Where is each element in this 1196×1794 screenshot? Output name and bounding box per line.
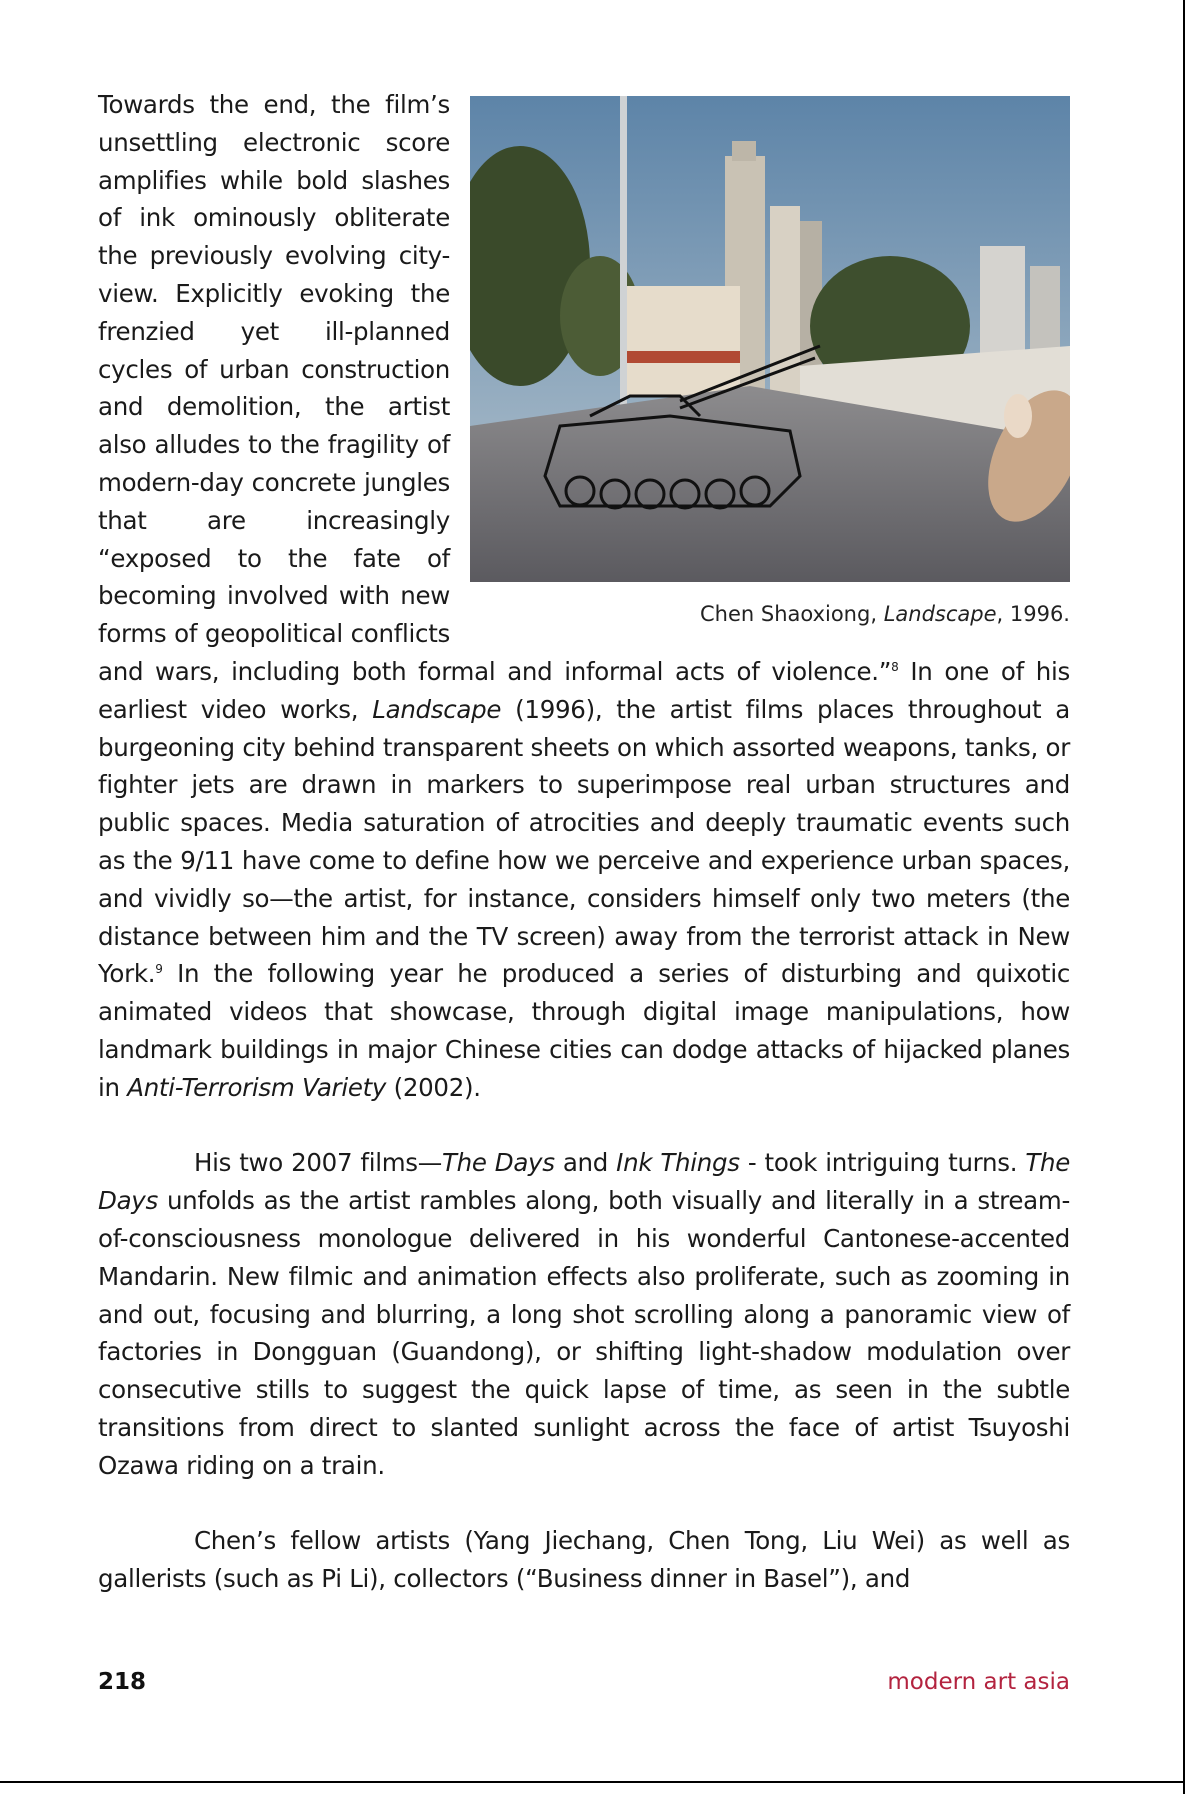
article-body: [98, 86, 1070, 1598]
page-number: 218: [98, 1669, 147, 1695]
figure-caption: Chen Shaoxiong, Landscape, 1996.: [699, 602, 1070, 626]
footnote-ref-8: 8: [891, 659, 899, 674]
journal-title: modern art asia: [887, 1669, 1070, 1695]
paragraph-1: Towards the end, the film’s unsettling electronic score amplifies while bold slashes of ink ominously obliterate the previously evolving city-view. Explicitly evoking the frenzied yet ill-planned cycles of urban construction and demolition, the artist also alludes to the fragility of modern-day concrete jungles that are increasingly “exposed to the fate of becoming involved with new forms of geopolitical conflicts and wars, including both formal and informal acts of violence.”$^8$ In one of his earliest video works, Landscape (1996), the artist films places throughout a burgeoning city behind transparent sheets on which assorted weapons, tanks, or fighter jets are drawn in markers to superimpose real urban structures and public spaces. Media saturation of atrocities and deeply traumatic events such as the 9/11 have come to define how we perceive and experience urban spaces, and vividly so—the artist, for instance, considers himself only two meters (the distance between him and the TV screen) away from the terrorist attack in New York.$^9$ In the following year he produced a series of disturbing and quixotic animated videos that showcase, through digital image manipulations, how landmark buildings in major Chinese cities can dodge attacks of hijacked planes in Anti-Terrorism Variety (2002).: [98, 90, 1070, 1102]
footnote-ref-9: 9: [155, 962, 163, 977]
paragraph-3: Chen’s fellow artists (Yang Jiechang, Chen Tong, Liu Wei) as well as gallerists (such as Pi Li), collectors (“Business dinner in Basel”), and: [98, 1526, 1070, 1594]
landscape-still-illustration: [470, 96, 1070, 582]
page-border-right: [1183, 0, 1185, 1794]
figure: [470, 96, 1070, 636]
paragraph-2: His two 2007 films—The Days and Ink Things - took intriguing turns. The Days unfolds as the artist rambles along, both visually and literally in a stream-of-consciousness monologue delivered in his wonderful Cantonese-accented Mandarin. New filmic and animation effects also proliferate, such as zooming in and out, focusing and blurring, a long shot scrolling along a panoramic view of factories in Dongguan (Guandong), or shifting light-shadow modulation over consecutive stills to suggest the quick lapse of time, as seen in the subtle transitions from direct to slanted sunlight across the face of artist Tsuyoshi Ozawa riding on a train.: [98, 1148, 1071, 1480]
figure-image: [470, 96, 1070, 582]
page-border-bottom: [0, 1781, 1185, 1783]
